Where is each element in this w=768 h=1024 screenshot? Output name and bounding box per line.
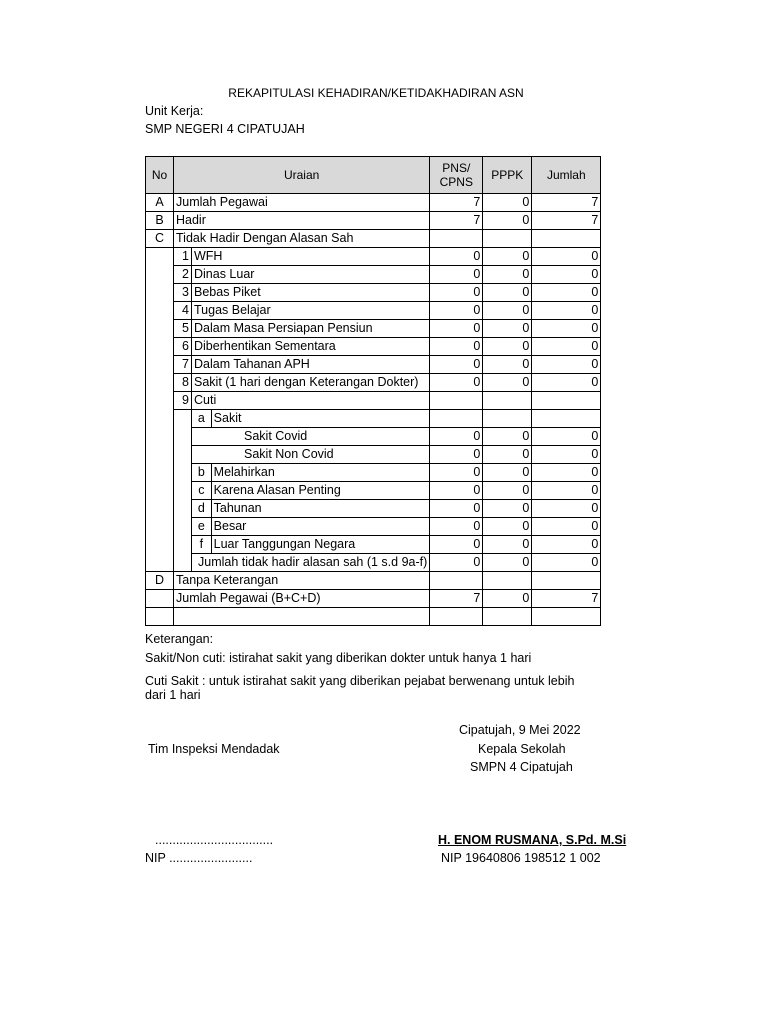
row-label: Tidak Hadir Dengan Alasan Sah: [174, 230, 430, 248]
row-jumlah: 0: [532, 464, 601, 482]
row-label: Tugas Belajar: [192, 302, 430, 320]
row-jumlah: [532, 572, 601, 590]
row-indent: [146, 248, 174, 266]
row-label: Bebas Piket: [192, 284, 430, 302]
table-row: [146, 338, 601, 356]
row-pppk: 0: [483, 590, 532, 608]
row-pns: 0: [430, 320, 483, 338]
row-label: Jumlah tidak hadir alasan sah (1 s.d 9a-f): [192, 554, 430, 572]
row-pppk: 0: [483, 320, 532, 338]
row-pppk: 0: [483, 338, 532, 356]
row-pns: 0: [430, 356, 483, 374]
row-label: Sakit Non Covid: [192, 446, 430, 464]
table-row: [146, 500, 601, 518]
row-pns: 0: [430, 266, 483, 284]
notes-line-1: Sakit/Non cuti: istirahat sakit yang diberikan dokter untuk hanya 1 hari: [145, 651, 532, 665]
row-label: Luar Tanggungan Negara: [211, 536, 430, 554]
table-row: [146, 572, 601, 590]
row-pppk: 0: [483, 428, 532, 446]
row-label: Besar: [211, 518, 430, 536]
table-row: [146, 536, 601, 554]
row-jumlah: 0: [532, 374, 601, 392]
row-jumlah: 0: [532, 356, 601, 374]
row-pns: 7: [430, 590, 483, 608]
table-row: [146, 194, 601, 212]
row-label: Cuti: [192, 392, 430, 410]
row-label: Sakit (1 hari dengan Keterangan Dokter): [192, 374, 430, 392]
row-label: Sakit Covid: [192, 428, 430, 446]
row-pppk: 0: [483, 248, 532, 266]
row-indent: [146, 266, 174, 284]
header-pns: PNS/ CPNS: [430, 157, 483, 194]
row-jumlah: 0: [532, 446, 601, 464]
row-indent: [146, 410, 174, 428]
row-label: Hadir: [174, 212, 430, 230]
row-jumlah: 0: [532, 554, 601, 572]
row-label: Tanpa Keterangan: [174, 572, 430, 590]
row-label: Sakit: [211, 410, 430, 428]
row-pppk: 0: [483, 554, 532, 572]
notes-heading: Keterangan:: [145, 632, 214, 646]
signer-left-name: ..................................: [155, 833, 274, 847]
header-jumlah: Jumlah: [532, 157, 601, 194]
row-pppk: 0: [483, 266, 532, 284]
row-pppk: 0: [483, 302, 532, 320]
row-indent: [146, 356, 174, 374]
row-pns: 0: [430, 428, 483, 446]
table-row: [146, 266, 601, 284]
row-label: Melahirkan: [211, 464, 430, 482]
table-row: [146, 410, 601, 428]
signer-right-name: H. ENOM RUSMANA, S.Pd. M.Si: [438, 833, 627, 847]
row-indent: [146, 446, 174, 464]
row-indent: [146, 320, 174, 338]
row-indent: [146, 536, 174, 554]
signer-left-title: Tim Inspeksi Mendadak: [148, 742, 280, 756]
row-no: 9: [174, 392, 192, 410]
row-no: 4: [174, 302, 192, 320]
row-pns: 0: [430, 284, 483, 302]
table-row: [146, 446, 601, 464]
row-jumlah: 0: [532, 428, 601, 446]
unit-label: Unit Kerja:: [145, 104, 204, 118]
row-no: A: [146, 194, 174, 212]
signer-right-nip: NIP 19640806 198512 1 002: [441, 851, 601, 865]
row-no: C: [146, 230, 174, 248]
row-label: Tahunan: [211, 500, 430, 518]
row-no: e: [192, 518, 212, 536]
table-row: [146, 482, 601, 500]
row-pns: 0: [430, 338, 483, 356]
table-row: [146, 230, 601, 248]
row-no: c: [192, 482, 212, 500]
place-date: Cipatujah, 9 Mei 2022: [459, 723, 581, 737]
row-no: d: [192, 500, 212, 518]
row-label: WFH: [192, 248, 430, 266]
table-row: [146, 554, 601, 572]
table-row: [146, 212, 601, 230]
row-indent: [174, 446, 192, 464]
signer-left-nip: NIP ........................: [145, 851, 253, 865]
row-pns: [430, 410, 483, 428]
row-jumlah: 7: [532, 590, 601, 608]
row-pns: 0: [430, 500, 483, 518]
row-label: Dalam Tahanan APH: [192, 356, 430, 374]
row-pppk: 0: [483, 536, 532, 554]
row-no: 3: [174, 284, 192, 302]
row-pns: 0: [430, 554, 483, 572]
table-header-row: [146, 157, 601, 194]
row-pns: [430, 230, 483, 248]
row-pppk: 0: [483, 464, 532, 482]
header-uraian: Uraian: [174, 157, 430, 194]
signer-right-title: Kepala Sekolah: [478, 742, 566, 756]
row-pppk: 0: [483, 212, 532, 230]
row-label: Diberhentikan Sementara: [192, 338, 430, 356]
row-jumlah: [532, 392, 601, 410]
table-row: [146, 590, 601, 608]
row-no: 6: [174, 338, 192, 356]
row-pppk: [483, 572, 532, 590]
row-pns: [430, 392, 483, 410]
row-jumlah: 0: [532, 248, 601, 266]
row-label: Dinas Luar: [192, 266, 430, 284]
row-label: Jumlah Pegawai: [174, 194, 430, 212]
row-pns: 0: [430, 446, 483, 464]
row-indent: [146, 428, 174, 446]
row-jumlah: 0: [532, 320, 601, 338]
row-jumlah: [532, 410, 601, 428]
table-row: [146, 518, 601, 536]
row-indent: [146, 302, 174, 320]
row-indent: [174, 410, 192, 428]
row-indent: [146, 392, 174, 410]
row-indent: [174, 500, 192, 518]
row-indent: [174, 536, 192, 554]
row-pns: 0: [430, 518, 483, 536]
row-pns: 0: [430, 464, 483, 482]
table-row: [146, 392, 601, 410]
table-row: [146, 464, 601, 482]
row-indent: [174, 554, 192, 572]
table-row: [146, 302, 601, 320]
header-no: No: [146, 157, 174, 194]
row-pns: 0: [430, 248, 483, 266]
row-indent: [146, 338, 174, 356]
row-pppk: [483, 410, 532, 428]
row-pns: 7: [430, 212, 483, 230]
row-no: [146, 590, 174, 608]
row-label: Jumlah Pegawai (B+C+D): [174, 590, 430, 608]
table-row-empty: [146, 608, 601, 626]
table-row: [146, 284, 601, 302]
notes-line-2b: dari 1 hari: [145, 688, 201, 702]
row-pppk: 0: [483, 356, 532, 374]
rekap-table: [145, 156, 601, 626]
row-indent: [146, 284, 174, 302]
row-indent: [146, 374, 174, 392]
table-row: [146, 356, 601, 374]
row-pppk: 0: [483, 284, 532, 302]
empty-cell: [174, 608, 430, 626]
row-indent: [174, 482, 192, 500]
row-jumlah: 0: [532, 518, 601, 536]
empty-cell: [430, 608, 483, 626]
row-jumlah: 0: [532, 302, 601, 320]
row-pppk: [483, 230, 532, 248]
row-no: 5: [174, 320, 192, 338]
row-indent: [146, 482, 174, 500]
empty-cell: [146, 608, 174, 626]
row-indent: [146, 464, 174, 482]
empty-cell: [532, 608, 601, 626]
row-pppk: 0: [483, 482, 532, 500]
row-no: 8: [174, 374, 192, 392]
row-indent: [174, 428, 192, 446]
table-row: [146, 320, 601, 338]
row-pppk: 0: [483, 446, 532, 464]
row-jumlah: 0: [532, 338, 601, 356]
table-row: [146, 374, 601, 392]
row-label: Dalam Masa Persiapan Pensiun: [192, 320, 430, 338]
row-pns: 7: [430, 194, 483, 212]
row-jumlah: 0: [532, 284, 601, 302]
row-jumlah: 0: [532, 482, 601, 500]
row-pppk: [483, 392, 532, 410]
notes-line-2a: Cuti Sakit : untuk istirahat sakit yang diberikan pejabat berwenang untuk lebih: [145, 674, 575, 688]
row-no: 2: [174, 266, 192, 284]
row-label: Karena Alasan Penting: [211, 482, 430, 500]
header-pppk: PPPK: [483, 157, 532, 194]
row-pppk: 0: [483, 518, 532, 536]
row-pppk: 0: [483, 500, 532, 518]
row-pns: 0: [430, 374, 483, 392]
row-indent: [146, 518, 174, 536]
document-title: REKAPITULASI KEHADIRAN/KETIDAKHADIRAN ASN: [228, 86, 524, 100]
row-no: 1: [174, 248, 192, 266]
empty-cell: [483, 608, 532, 626]
unit-name: SMP NEGERI 4 CIPATUJAH: [145, 122, 305, 136]
row-pppk: 0: [483, 194, 532, 212]
row-no: D: [146, 572, 174, 590]
row-pns: 0: [430, 536, 483, 554]
row-jumlah: 0: [532, 536, 601, 554]
row-indent: [146, 554, 174, 572]
row-jumlah: 7: [532, 212, 601, 230]
row-indent: [174, 518, 192, 536]
row-indent: [146, 500, 174, 518]
table-row: [146, 428, 601, 446]
row-pns: 0: [430, 482, 483, 500]
row-no: a: [192, 410, 212, 428]
row-jumlah: 7: [532, 194, 601, 212]
row-no: B: [146, 212, 174, 230]
row-pns: [430, 572, 483, 590]
row-no: b: [192, 464, 212, 482]
table-row: [146, 248, 601, 266]
row-no: 7: [174, 356, 192, 374]
row-no: f: [192, 536, 212, 554]
row-jumlah: [532, 230, 601, 248]
row-indent: [174, 464, 192, 482]
row-pppk: 0: [483, 374, 532, 392]
signer-right-org: SMPN 4 Cipatujah: [470, 760, 573, 774]
row-jumlah: 0: [532, 266, 601, 284]
row-jumlah: 0: [532, 500, 601, 518]
row-pns: 0: [430, 302, 483, 320]
